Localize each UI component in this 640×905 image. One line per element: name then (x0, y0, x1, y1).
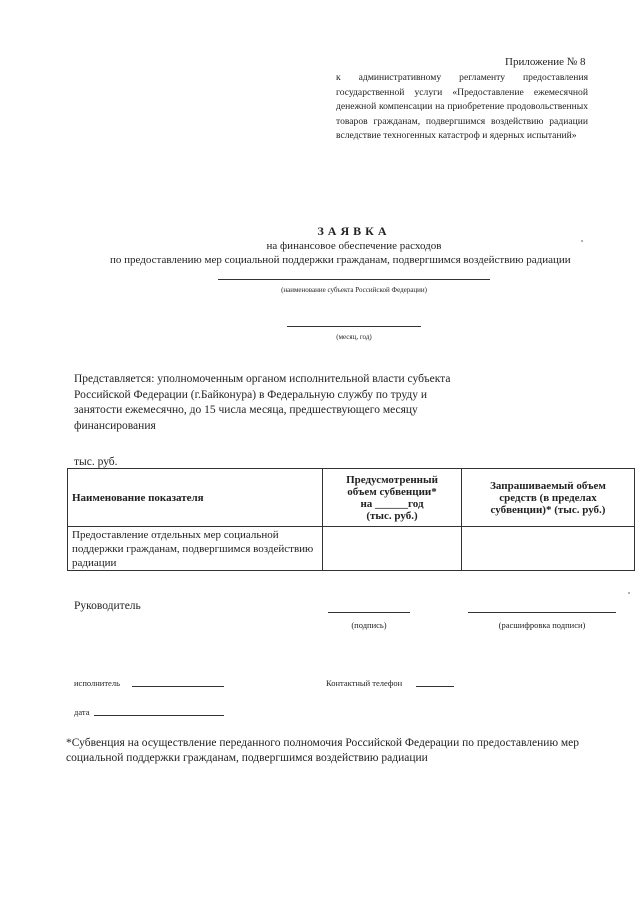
decoding-caption: (расшифровка подписи) (498, 620, 586, 630)
header-indicator-label: Наименование показателя (72, 491, 204, 504)
row-label: Предоставление отдельных мер социальной поддержки гражданам, подвергшимся воздействию радиации (68, 527, 323, 571)
request-subtitle-line2: по предоставлению мер социальной поддержки гражданам, подвергшимся воздействию радиации (110, 254, 571, 266)
phone-line[interactable] (416, 686, 454, 687)
row-planned-value[interactable] (323, 527, 462, 571)
header-planned-line2: объем субвенции* (347, 485, 437, 498)
appendix-text: к административному регламенту предоставления государственной услуги «Предоставление ежемесячной денежной компенсации на приобретение продовольственных товаров гражданам, подвергшимся воздействию радиации вследствие техногенных катастроф и ядерных испытаний» (336, 72, 588, 142)
period-caption: (месяц, год) (336, 333, 372, 341)
data-table (67, 468, 635, 571)
executor-line[interactable] (132, 686, 224, 687)
row-requested-value[interactable] (462, 527, 635, 571)
header-planned-line3: на ______год (360, 497, 424, 510)
table-row (68, 527, 635, 571)
subject-line (218, 279, 490, 280)
header-indicator (68, 469, 323, 527)
units-label: тыс. руб. (74, 456, 118, 468)
signature-caption: (подпись) (351, 620, 387, 630)
date-label: дата (74, 707, 90, 717)
header-planned (323, 469, 462, 527)
header-planned-line1: Предусмотренный (346, 473, 438, 486)
executor-label: исполнитель (74, 678, 120, 688)
scan-speck (628, 592, 630, 594)
footnote: *Субвенция на осуществление переданного полномочия Российской Федерации по предоставлению мер социальной поддержки гражданам, подвергшимся воздействию радиации (66, 737, 580, 764)
signature-line[interactable] (328, 612, 410, 613)
request-subtitle-line1: на финансовое обеспечение расходов (266, 240, 442, 252)
head-label: Руководитель (74, 600, 141, 612)
header-requested-line2: средств (в пределах (499, 491, 597, 504)
appendix-title: Приложение № 8 (505, 56, 586, 68)
table-header-row (68, 469, 635, 527)
date-line[interactable] (94, 715, 224, 716)
submission-text: Представляется: уполномоченным органом исполнительной власти субъекта Российской Федерации (г.Байконура) в Федеральную службу по труду и занятости ежемесячно, до 15 числа месяца, предшествующего месяцу финансирования (74, 373, 451, 432)
subject-caption: (наименование субъекта Российской Федерации) (281, 286, 427, 294)
decoding-line[interactable] (468, 612, 616, 613)
header-planned-line4: (тыс. руб.) (366, 509, 418, 522)
header-requested-line3: субвенции)* (тыс. руб.) (490, 503, 606, 516)
request-title: ЗАЯВКА (317, 224, 391, 238)
header-requested-line1: Запрашиваемый объем (490, 479, 606, 492)
period-line (287, 326, 421, 327)
phone-label: Контактный телефон (326, 678, 403, 688)
scan-speck (581, 240, 583, 242)
header-requested (462, 469, 635, 527)
